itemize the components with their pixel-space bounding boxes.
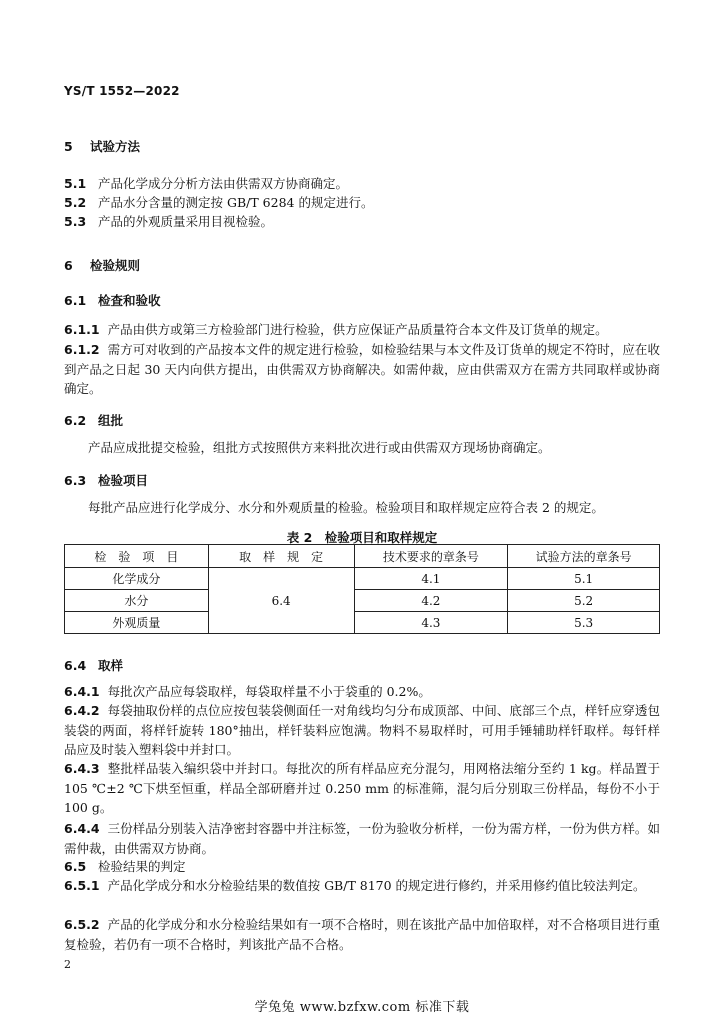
- clause-text: 产品的化学成分和水分检验结果如有一项不合格时，则在该批产品中加倍取样，对不合格项目进行重复检验，若仍有一项不合格时，判该批产品不合格。: [64, 917, 660, 952]
- section-6-heading: [64, 256, 140, 274]
- clause-text: 每批次产品应每袋取样，每袋取样量不小于袋重的 0.2%。: [107, 684, 431, 699]
- clause-text: 需方可对收到的产品按本文件的规定进行检验，如检验结果与本文件及订货单的规定不符时，应在收到产品之日起 30 天内向供方提出，由供需双方协商解决。如需仲裁，应由供需双方在需方共同取样或协商确定。: [64, 342, 660, 396]
- clause-number: 6.1.2: [64, 342, 100, 357]
- table-cell: 4.3: [354, 612, 508, 634]
- subsection-6-4-heading: [64, 656, 123, 674]
- clause-number: 6.4.4: [64, 821, 100, 836]
- clause-6-4-3: [64, 759, 660, 818]
- table-cell: 5.2: [508, 590, 660, 612]
- clause-text: 产品化学成分分析方法由供需双方协商确定。: [98, 176, 349, 191]
- header-cell: 取 样 规 定: [208, 545, 354, 568]
- clause-5-1: [64, 174, 348, 193]
- table-cell: 4.1: [354, 568, 508, 590]
- subsection-number: 6.3: [64, 473, 87, 488]
- section-number: 6: [64, 258, 73, 273]
- subsection-number: 6.4: [64, 658, 87, 673]
- clause-number: 5.3: [64, 214, 87, 229]
- watermark-footer: 学兔兔 www.bzfxw.com 标准下载: [254, 1000, 470, 1015]
- header-cell: 检 验 项 目: [65, 545, 209, 568]
- clause-6-1-1: [64, 320, 660, 340]
- clause-number: 6.5.1: [64, 878, 100, 893]
- subsection-6-5-heading: [64, 857, 186, 876]
- table-cell: 水分: [65, 590, 209, 612]
- header-cell: 试验方法的章条号: [508, 545, 660, 568]
- clause-number: 6.4.2: [64, 703, 100, 718]
- table-row: [65, 590, 660, 612]
- clause-text: 产品的外观质量采用目视检验。: [98, 214, 274, 229]
- subsection-6-1-heading: [64, 291, 161, 309]
- clause-number: 6.4.3: [64, 761, 100, 776]
- section-number: 5: [64, 139, 73, 154]
- page-number: 2: [64, 958, 71, 971]
- clause-text: 整批样品装入编织袋中并封口。每批次的所有样品应充分混匀，用网格法缩分至约 1 kg。样品置于 105 ℃±2 ℃下烘至恒重，样品全部研磨并过 0.250 mm 的标准筛，混匀后分别取三份样品，每份不小于 100 g。: [64, 761, 660, 815]
- table-cell: 化学成分: [65, 568, 209, 590]
- clause-text: 产品化学成分和水分检验结果的数值按 GB/T 8170 的规定进行修约，并采用修约值比较法判定。: [107, 878, 646, 893]
- subsection-title: 检查和验收: [98, 293, 161, 308]
- table-cell: 4.2: [354, 590, 508, 612]
- subsection-6-3-heading: [64, 471, 148, 489]
- clause-5-2: [64, 193, 373, 212]
- table-caption: 表 2 检验项目和取样规定: [286, 530, 438, 545]
- clause-6-5-1: [64, 876, 660, 896]
- subsection-title: 检验结果的判定: [98, 859, 186, 874]
- clause-number: 5.2: [64, 195, 87, 210]
- table-row: [65, 612, 660, 634]
- subsection-title: 检验项目: [98, 473, 149, 488]
- clause-number: 5.1: [64, 176, 87, 191]
- clause-6-4-1: [64, 682, 660, 702]
- clause-6-2-text: 产品应成批提交检验，组批方式按照供方来料批次进行或由供需双方现场协商确定。: [88, 440, 551, 455]
- section-title: 检验规则: [90, 258, 141, 273]
- clause-6-1-2: [64, 340, 660, 399]
- table-header-row: [65, 545, 660, 568]
- header-cell: 技术要求的章条号: [354, 545, 508, 568]
- sampling-cell: 6.4: [208, 568, 354, 634]
- clause-text: 三份样品分别装入洁净密封容器中并注标签，一份为验收分析样，一份为需方样，一份为供方样。如需仲裁，由供需双方协商。: [64, 821, 660, 856]
- standard-number: YS/T 1552—2022: [64, 84, 180, 98]
- clause-number: 6.1.1: [64, 322, 100, 337]
- section-5-heading: [64, 137, 140, 155]
- table-cell: 5.3: [508, 612, 660, 634]
- clause-6-4-4: [64, 819, 660, 858]
- subsection-number: 6.1: [64, 293, 87, 308]
- clause-text: 产品水分含量的测定按 GB/T 6284 的规定进行。: [98, 195, 374, 210]
- inspection-table: [64, 544, 660, 634]
- subsection-number: 6.5: [64, 859, 87, 874]
- section-title: 试验方法: [90, 139, 141, 154]
- clause-number: 6.5.2: [64, 917, 100, 932]
- clause-text: 每袋抽取份样的点位应按包装袋侧面任一对角线均匀分布成顶部、中间、底部三个点，样钎应穿透包装袋的两面，将样钎旋转 180°抽出，样钎装料应饱满。物料不易取样时，可用手锤辅助样钎取样。每钎样品应及时装入塑料袋中并封口。: [64, 703, 660, 757]
- clause-text: 产品由供方或第三方检验部门进行检验，供方应保证产品质量符合本文件及订货单的规定。: [107, 322, 608, 337]
- clause-number: 6.4.1: [64, 684, 100, 699]
- table-row: [65, 568, 660, 590]
- subsection-number: 6.2: [64, 413, 87, 428]
- clause-6-5-2: [64, 915, 660, 954]
- clause-6-4-2: [64, 701, 660, 760]
- subsection-6-2-heading: [64, 411, 123, 429]
- clause-6-3-text: 每批产品应进行化学成分、水分和外观质量的检验。检验项目和取样规定应符合表 2 的规定。: [88, 500, 604, 515]
- clause-5-3: [64, 212, 273, 231]
- table-cell: 5.1: [508, 568, 660, 590]
- subsection-title: 组批: [98, 413, 124, 428]
- subsection-title: 取样: [98, 658, 124, 673]
- table-cell: 外观质量: [65, 612, 209, 634]
